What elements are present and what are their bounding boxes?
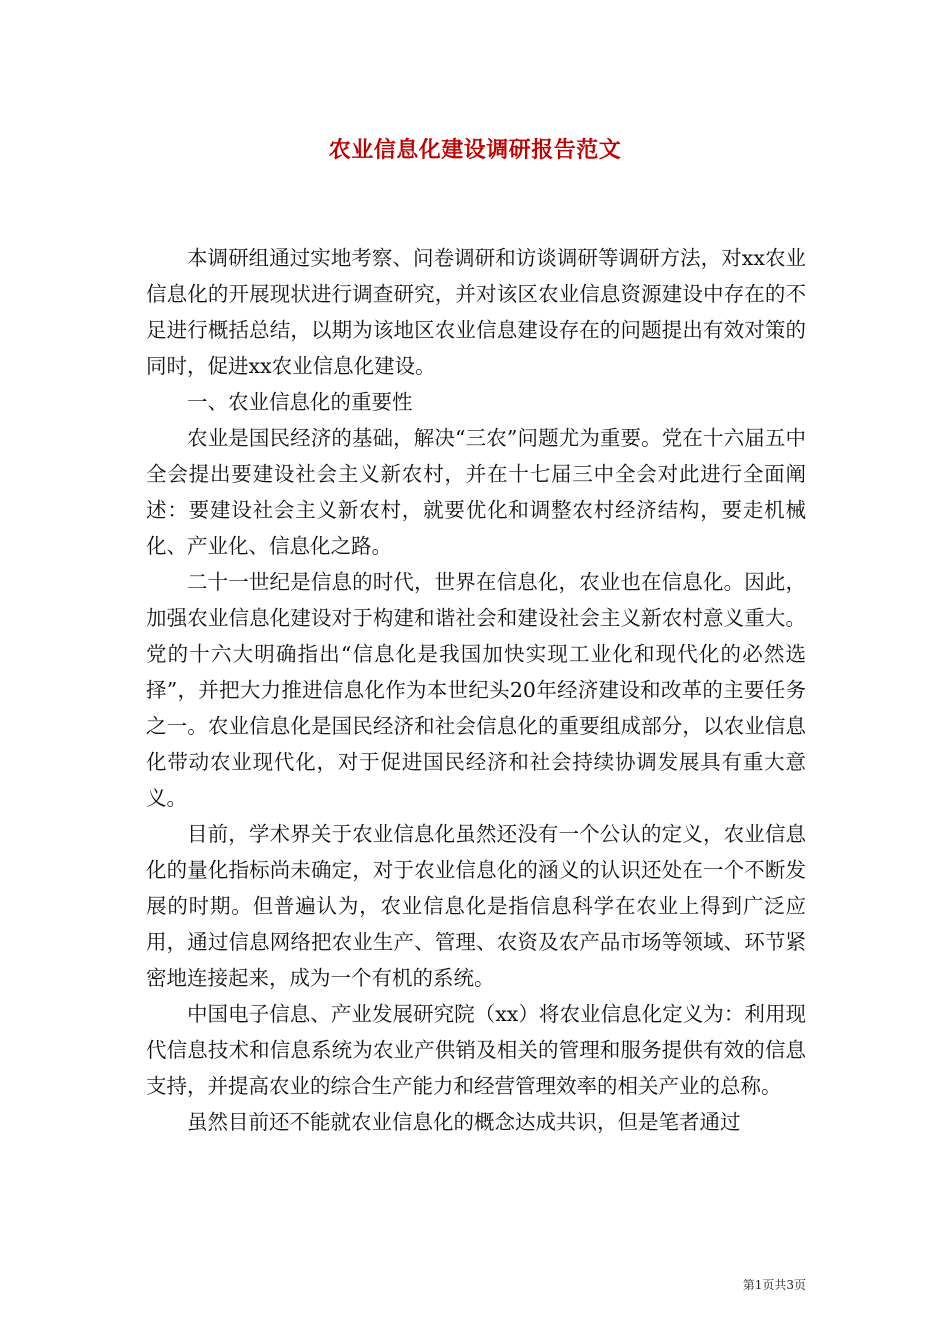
document-title: 农业信息化建设调研报告范文 bbox=[328, 137, 622, 163]
paragraph-information-era: 二十一世纪是信息的时代，世界在信息化，农业也在信息化。因此，加强农业信息化建设对于构建和谐社会和建设社会主义新农村意义重大。党的十六大明确指出“信息化是我国加快实现工业化和现代化的必然选择”，并把大力推进信息化作为本世纪头20年经济建设和改革的主要任务之一。农业信息化是国民经济和社会信息化的重要组成部分，以农业信息化带动农业现代化，对于促进国民经济和社会持续协调发展具有重大意义。 bbox=[146, 570, 806, 810]
paragraph-institute-definition: 中国电子信息、产业发展研究院（xx）将农业信息化定义为：利用现代信息技术和信息系统为农业产供销及相关的管理和服务提供有效的信息支持，并提高农业的综合生产能力和经营管理效率的相关产业的总称。 bbox=[146, 1002, 806, 1098]
document-body bbox=[146, 240, 806, 1140]
paragraph-intro: 本调研组通过实地考察、问卷调研和访谈调研等调研方法，对xx农业信息化的开展现状进行调查研究，并对该区农业信息资源建设中存在的不足进行概括总结，以期为该地区农业信息建设存在的问题提出有效对策的同时，促进xx农业信息化建设。 bbox=[146, 246, 806, 378]
paragraph-consensus: 虽然目前还不能就农业信息化的概念达成共识，但是笔者通过 bbox=[187, 1110, 741, 1134]
paragraph-definition-status: 目前，学术界关于农业信息化虽然还没有一个公认的定义，农业信息化的量化指标尚未确定，对于农业信息化的涵义的认识还处在一个不断发展的时期。但普遍认为，农业信息化是指信息科学在农业上得到广泛应用，通过信息网络把农业生产、管理、农资及农产品市场等领域、环节紧密地连接起来，成为一个有机的系统。 bbox=[146, 822, 806, 990]
page-number: 第1页共3页 bbox=[742, 1278, 806, 1292]
page-footer bbox=[0, 1276, 806, 1293]
paragraph-agriculture-basis: 农业是国民经济的基础，解决“三农”问题尤为重要。党在十六届五中全会提出要建设社会主义新农村，并在十七届三中全会对此进行全面阐述：要建设社会主义新农村，就要优化和调整农村经济结构，要走机械化、产业化、信息化之路。 bbox=[146, 426, 806, 558]
section-heading-importance: 一、农业信息化的重要性 bbox=[187, 390, 413, 414]
